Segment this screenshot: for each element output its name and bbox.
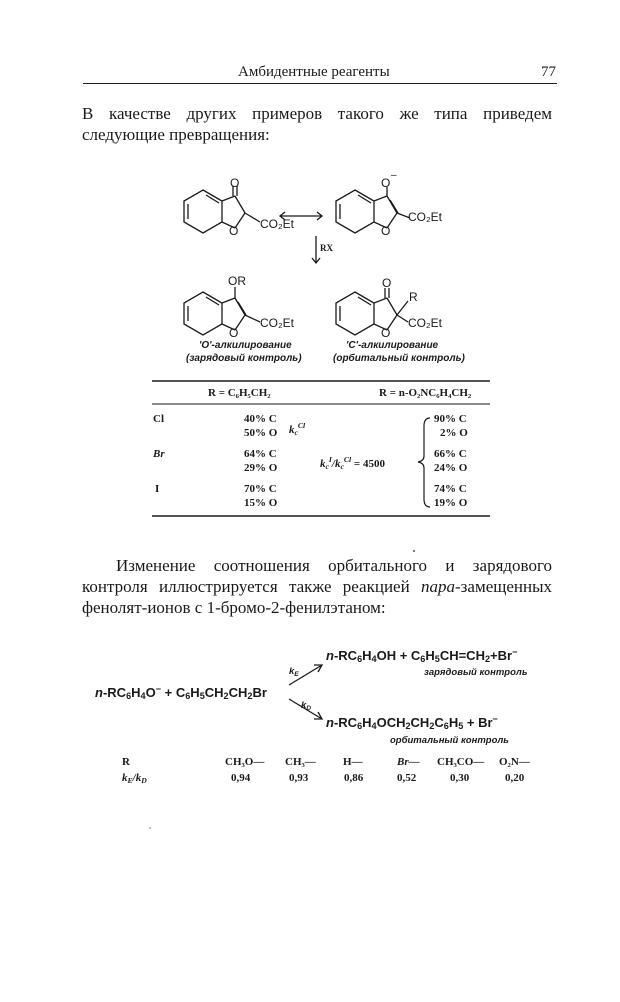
ratio-br: 0,52 xyxy=(397,772,417,784)
structure-2-rings xyxy=(336,187,410,233)
struct4-ring-o: O xyxy=(381,326,391,340)
br-col2-o: 24% O xyxy=(434,462,468,474)
struct4-substituent: CO₂Et xyxy=(408,316,442,330)
struct3-ring-o: O xyxy=(229,326,239,340)
c-alkylation-label: 'C'-алкилирование xyxy=(346,340,439,351)
kd-label: $k_D$ xyxy=(301,700,312,712)
structure-4-rings xyxy=(336,288,408,335)
ratio-label: $k_c^I/k_c^{Cl} = 4500$ xyxy=(320,455,385,471)
charge-control-label: зарядовый контроль xyxy=(424,667,528,678)
ratio-o2n: 0,20 xyxy=(505,772,525,784)
reactant-formula: $n-RC_6H_4O^- + C_6H_5CH_2CH_2Br$ xyxy=(95,684,267,701)
halogen-cl: Cl xyxy=(153,413,164,425)
br-col2-c: 66% C xyxy=(434,448,467,460)
substituent-o2n: O₂N— xyxy=(499,756,530,768)
i-col1-o: 15% O xyxy=(244,497,278,509)
halogen-i: I xyxy=(155,483,160,495)
halogen-br: Br xyxy=(153,448,165,460)
ratio-ch3co: 0,30 xyxy=(450,772,470,784)
struct1-ring-o: O xyxy=(229,224,239,238)
running-header: Амбидентные реагенты xyxy=(238,64,390,80)
page-number: 77 xyxy=(541,64,556,80)
c-alkylation-control: (орбитальный контроль) xyxy=(333,353,465,364)
data-row-k-label: $k_E/k_D$ xyxy=(122,772,147,785)
struct4-r: R xyxy=(409,290,418,304)
struct1-keto-o: O xyxy=(230,176,240,190)
orbital-control-label: орбитальный контроль xyxy=(390,735,509,746)
cl-col1-c: 40% C xyxy=(244,413,277,425)
struct3-substituent: CO₂Et xyxy=(260,316,294,330)
struct2-ring-o: O xyxy=(381,224,391,238)
product-top: $n-RC_6H_4OH + C_6H_5CH=CH_2+Br^-$ xyxy=(326,647,518,664)
intro-paragraph: В качестве других примеров такого же типа приведем следующие превращения: xyxy=(82,104,552,144)
cl-col2-c: 90% C xyxy=(434,413,467,425)
second-paragraph: Изменение соотношения орбитального и зарядового контроля иллюстрируется также реакцией пара-замещенных фенолят-ионов с 1-бромо-2-фенилэтаном: xyxy=(82,556,552,617)
o-alkylation-control: (зарядовый контроль) xyxy=(186,353,302,364)
cl-col1-o: 50% O xyxy=(244,427,278,439)
data-row-r-label: R xyxy=(122,756,130,768)
i-col1-c: 70% C xyxy=(244,483,277,495)
struct2-charge: – xyxy=(391,170,397,181)
cl-col2-o: 2% O xyxy=(440,427,468,439)
substituent-h: H— xyxy=(343,756,363,768)
struct4-keto-o: O xyxy=(382,276,392,290)
i-col2-c: 74% C xyxy=(434,483,467,495)
substituent-ch3o: CH₃O— xyxy=(225,756,265,768)
br-col1-c: 64% C xyxy=(244,448,277,460)
struct2-enolate-o: O xyxy=(381,176,391,190)
substituent-ch3co: CH₃CO— xyxy=(437,756,485,768)
struct2-substituent: CO₂Et xyxy=(408,210,442,224)
k-cl-label: $k_c^{Cl}$ xyxy=(289,421,306,437)
i-col2-o: 19% O xyxy=(434,497,468,509)
table-col2-header: R = n-O₂NC₆H₄CH₂ xyxy=(379,387,472,399)
o-alkylation-label: 'O'-алкилирование xyxy=(199,340,292,351)
structure-1-rings xyxy=(184,186,260,233)
product-bottom: $n-RC_6H_4OCH_2CH_2C_6H_5 + Br^-$ xyxy=(326,714,498,731)
table-col1-header: R = C₆H₅CH₂ xyxy=(208,387,271,399)
substituent-ch3: CH₃— xyxy=(285,756,316,768)
ratio-h: 0,86 xyxy=(344,772,364,784)
struct3-or: OR xyxy=(228,274,246,288)
reagent-label: RX xyxy=(320,243,333,253)
br-col1-o: 29% O xyxy=(244,462,278,474)
struct1-substituent: CO₂Et xyxy=(260,217,294,231)
ratio-ch3: 0,93 xyxy=(289,772,309,784)
ke-label: $k_E$ xyxy=(289,666,299,678)
substituent-br: Br— xyxy=(397,756,420,768)
ratio-ch3o: 0,94 xyxy=(231,772,251,784)
structure-3-rings xyxy=(184,287,260,335)
